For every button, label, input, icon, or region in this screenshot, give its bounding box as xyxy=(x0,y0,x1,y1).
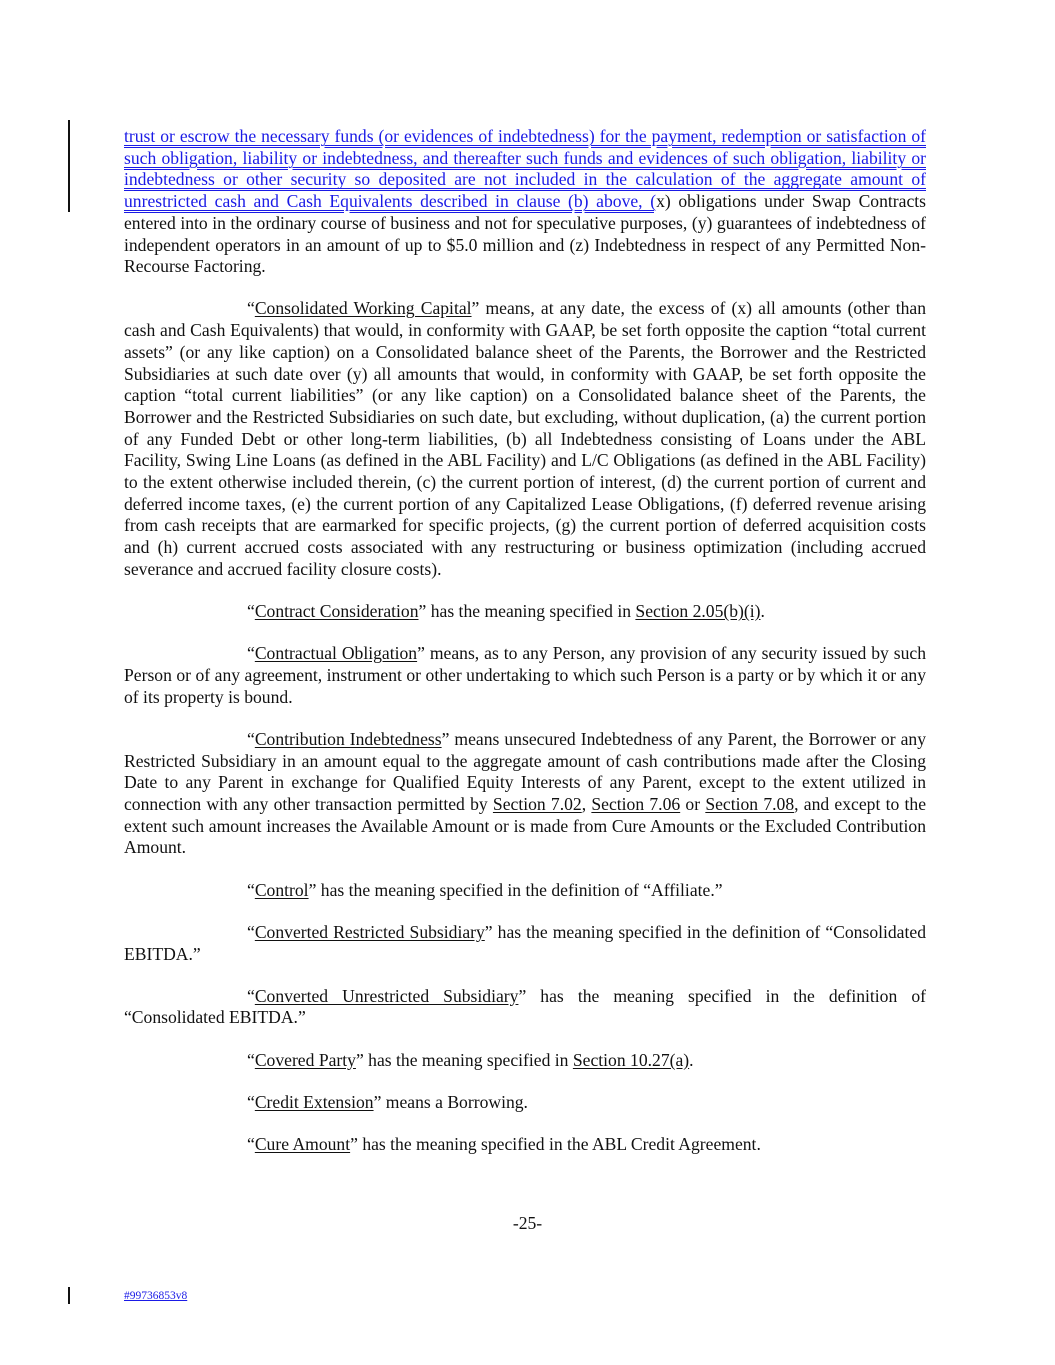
definition-consolidated-working-capital: “Consolidated Working Capital” means, at any date, the excess of (x) all amounts (other than cash and Cash Equivalents) that would, in conformity with GAAP, be set forth opposite the caption “total current assets” (or any like caption) on a Consolidated balance sheet of the Parents, the Borrower and the Restricted Subsidiaries at such date over (y) all amounts that would, in conformity with GAAP, be set forth opposite the caption “total current liabilities” (or any like caption) on a Consolidated balance sheet of the Parents, the Borrower and the Restricted Subsidiaries on such date, but excluding, without duplication, (a) the current portion of any Funded Debt or other long-term liabilities, (b) all Indebtedness consisting of Loans under the ABL Facility, Swing Line Loans (as defined in the ABL Facility) and L/C Obligations (as defined in the ABL Facility) to the extent otherwise included therein, (c) the current portion of interest, (d) the current portion of current and deferred income taxes, (e) the current portion of any Capitalized Lease Obligations, (f) deferred revenue arising from cash receipts that are earmarked for specific projects, (g) the current portion of deferred acquisition costs and (h) current accrued costs associated with any restructuring or business optimization (including accrued severance and accrued facility closure costs). xyxy=(124,298,926,579)
definition-text: ” has the meaning specified in the ABL Credit Agreement. xyxy=(350,1134,761,1155)
definition-text: ” means, as to any Person, any provision of any security issued by such Person or of any agreement, instrument or other undertaking to which such Person is a party or by which it or any of its property is bound. xyxy=(124,643,926,707)
defined-term: Control xyxy=(254,879,309,900)
definition-control: “Control” has the meaning specified in the definition of “Affiliate.” xyxy=(247,879,723,900)
defined-term: Covered Party xyxy=(254,1049,356,1070)
document-body xyxy=(124,126,926,1176)
defined-term: Credit Extension xyxy=(254,1091,374,1112)
defined-term: Converted Unrestricted Subsidiary xyxy=(254,985,519,1006)
document-id: #99736853v8 xyxy=(124,1290,188,1302)
page-number: -25- xyxy=(512,1213,543,1233)
definition-converted-unrestricted-subsidiary: “Converted Unrestricted Subsidiary” has the meaning specified in the definition of “Consolidated EBITDA.” xyxy=(124,985,926,1028)
inserted-text: trust or escrow the necessary funds (or evidences of indebtedness) for the payment, redemption or satisfaction of such obligation, liability or indebtedness, and thereafter such funds and evidences of such obligation, liability or indebtedness or other security so deposited are not included in the calculation of the aggregate amount of unrestricted cash and Cash Equivalents described in clause (b) above, ( xyxy=(124,126,926,212)
definition-covered-party: “Covered Party” has the meaning specified in Section 10.27(a). xyxy=(247,1049,694,1070)
section-reference: Section 10.27(a) xyxy=(572,1049,690,1070)
defined-term: Contribution Indebtedness xyxy=(254,728,442,749)
continuation-text: x) obligations under Swap Contracts entered into in the ordinary course of business and not for speculative purposes, (y) guarantees of indebtedness of independent operators in an amount of up to $5.0 million and (z) Indebtedness in respect of any Permitted Non-Recourse Factoring. xyxy=(124,191,926,277)
continuation-paragraph xyxy=(124,126,926,278)
defined-term: Contract Consideration xyxy=(254,601,419,622)
defined-term: Consolidated Working Capital xyxy=(254,298,472,319)
definition-credit-extension: “Credit Extension” means a Borrowing. xyxy=(247,1091,528,1112)
definition-cure-amount: “Cure Amount” has the meaning specified in the ABL Credit Agreement. xyxy=(247,1134,761,1155)
change-bar-top xyxy=(68,120,70,212)
defined-term: Converted Restricted Subsidiary xyxy=(254,921,485,942)
definition-converted-restricted-subsidiary: “Converted Restricted Subsidiary” has the meaning specified in the definition of “Consolidated EBITDA.” xyxy=(124,921,926,964)
section-reference: Section 2.05(b)(i) xyxy=(635,601,761,622)
section-reference: Section 7.02 xyxy=(492,793,582,814)
definition-text: ” has the meaning specified in the definition of “Affiliate.” xyxy=(308,879,723,900)
definition-text: ” means a Borrowing. xyxy=(373,1091,528,1112)
change-bar-footer xyxy=(68,1287,70,1304)
definition-text: ” has the meaning specified in the definition of “Consolidated EBITDA.” xyxy=(124,985,926,1028)
definition-contractual-obligation: “Contractual Obligation” means, as to any Person, any provision of any security issued by such Person or of any agreement, instrument or other undertaking to which such Person is a party or by which it or any of its property is bound. xyxy=(124,643,926,707)
definition-text: ” has the meaning specified in the definition of “Consolidated EBITDA.” xyxy=(124,921,926,964)
defined-term: Contractual Obligation xyxy=(254,643,418,664)
definition-contract-consideration: “Contract Consideration” has the meaning specified in Section 2.05(b)(i). xyxy=(247,601,765,622)
section-reference: Section 7.06 xyxy=(591,793,681,814)
definition-contribution-indebtedness: “Contribution Indebtedness” means unsecured Indebtedness of any Parent, the Borrower or any Restricted Subsidiary in an amount equal to the aggregate amount of cash contributions made after the Closing Date to any Parent in exchange for Qualified Equity Interests of any Parent, except to the extent utilized in connection with any other transaction permitted by Section 7.02, Section 7.06 or Section 7.08, and except to the extent such amount increases the Available Amount or is made from Cure Amounts or the Excluded Contribution Amount. xyxy=(124,728,926,858)
section-reference: Section 7.08 xyxy=(705,793,795,814)
defined-term: Cure Amount xyxy=(254,1134,351,1155)
definition-text: ” means, at any date, the excess of (x) all amounts (other than cash and Cash Equivalents) that would, in conformity with GAAP, be set forth opposite the caption “total current assets” (or any like caption) on a Consolidated balance sheet of the Parents, the Borrower and the Restricted Subsidiaries at such date over (y) all amounts that would, in conformity with GAAP, be set forth opposite the caption “total current liabilities” (or any like caption) on a Consolidated balance sheet of the Parents, the Borrower and the Restricted Subsidiaries on such date, but excluding, without duplication, (a) the current portion of any Funded Debt or other long-term liabilities, (b) all Indebtedness consisting of Loans under the ABL Facility, Swing Line Loans (as defined in the ABL Facility) and L/C Obligations (as defined in the ABL Facility) to the extent otherwise included therein, (c) the current portion of interest, (d) the current portion of current and deferred income taxes, (e) the current portion of any Capitalized Lease Obligations, (f) deferred revenue arising from cash receipts that are earmarked for specific projects, (g) the current portion of deferred acquisition costs and (h) current accrued costs associated with any restructuring or business optimization (including accrued severance and accrued facility closure costs). xyxy=(124,298,926,579)
